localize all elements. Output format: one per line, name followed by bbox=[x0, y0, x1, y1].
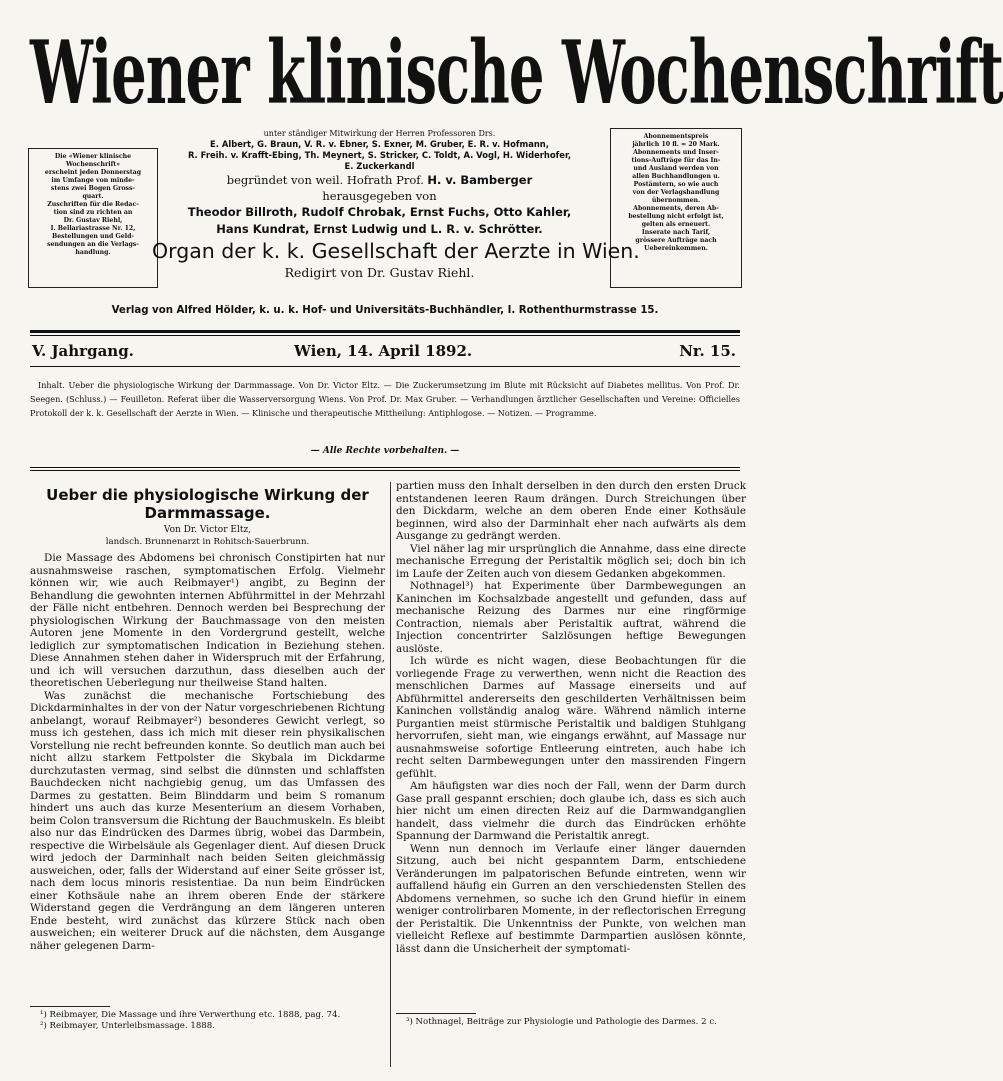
column-divider bbox=[390, 482, 391, 1067]
editors-line: Hans Kundrat, Ernst Ludwig und L. R. v. Schrötter. bbox=[216, 222, 543, 236]
box-line: übernommen. bbox=[651, 197, 701, 204]
article-title: Ueber die physiologische Wirkung der Darmmassage. bbox=[46, 486, 369, 522]
masthead bbox=[30, 22, 1003, 125]
article-affiliation: landsch. Brunnenarzt in Rohitsch-Sauerbrunn. bbox=[105, 537, 310, 547]
footnote-rule bbox=[396, 1013, 476, 1014]
box-line: im Umfange von minde- bbox=[51, 177, 135, 184]
paragraph: Was zunächst die mechanische Fortschiebung des Dickdarminhaltes in der von der Natur vorgeschriebenen Richtung anbelangt, worauf Reibmayer²) besonderes Gewicht verlegt, so muss ich gestehen, dass ich mich mit dieser rein physikalischen Vorstellung nie recht befreunden konnte. So deutlich man auch bei nicht allzu starkem Fettpolster die Skybala im Dickdarme durchzutasten vermag, sind selbst die dünnsten und schlaffsten Bauchdecken nicht nachgiebig genug, um das Umfassen des Darmes zu gestatten. Beim Blinddarm und beim S romanum hindert uns auch das kurze Mesenterium an diesem Vorhaben, beim Colon transversum die Richtung der Bauchmuskeln. Es bleibt also nur das Eindrücken des Darmes übrig, wobei das Darmbein, respective die Wirbelsäule als Gegenlager dient. Auf diesen Druck wird jedoch der Darminhalt nach beiden Seiten gleichmässig ausweichen, oder, falls der Widerstand auf einer Seite grösser ist, nach dem locus minoris resistentiae. Da nun beim Eindrücken einer Kothsäule nahe an ihrem oberen Ende der stärkere Widerstand gegen die Verdrängung an dem längeren unteren Ende besteht, wird zunächst das kürzere Stück nach oben ausweichen; ein weiterer Druck auf die nächsten, dem Ausgange näher gelegenen Darm- bbox=[30, 689, 385, 952]
founded-line bbox=[152, 172, 607, 188]
paragraph: Ich würde es nicht wagen, diese Beobachtungen für die vorliegende Frage zu verwerthen, wenn nicht die Reaction des menschlichen Darmes auf Massage einerseits und auf Abführmittel andererseits den geschilderten Verhältnissen beim Kaninchen vollständig analog wäre. Während nämlich interne Purgantien meist stürmische Peristaltik und baldigen Stuhlgang hervorrufen, sieht man, wie eingangs erwähnt, auf Massage nur ausnahmsweise sofortige Entleerung eintreten, auch habe ich recht selten Darmbewegungen unter den massirenden Fingern gefühlt. bbox=[396, 655, 746, 780]
paragraph: Viel näher lag mir ursprünglich die Annahme, dass eine directe mechanische Erregung der Peristaltik möglich sei; doch bin ich im Laufe der Zeiten auch von diesem Gedanken abgekommen. bbox=[396, 542, 746, 580]
article-author: Von Dr. Victor Eltz, bbox=[163, 525, 252, 535]
subscription-info-box bbox=[28, 148, 158, 288]
collaborator-line: R. Freih. v. Krafft-Ebing, Th. Meynert, S. Stricker, C. Toldt, A. Vogl, H. Widerhofer, bbox=[187, 150, 572, 160]
redigirt-line: Redigirt von Dr. Gustav Riehl. bbox=[284, 265, 475, 280]
box-line: grössere Aufträge nach bbox=[635, 237, 717, 244]
box-line: Dr. Gustav Riehl, bbox=[63, 217, 123, 224]
box-line: gelten als erneuert. bbox=[641, 221, 711, 228]
footnotes-left bbox=[30, 1010, 385, 1032]
box-line: und Ausland werden von bbox=[633, 165, 719, 172]
issue-number: Nr. 15. bbox=[679, 342, 736, 360]
footnote: ³) Nothnagel, Beiträge zur Physiologie und Pathologie des Darmes. 2 c. bbox=[406, 1017, 717, 1027]
paragraph: Wenn nun dennoch im Verlaufe einer länger dauernden Sitzung, auch bei nicht gespanntem Darm, entschiedene Veränderungen im palpatorischen Befunde eintreten, wenn wir auffallend häufig ein Gurren an den verschiedensten Stellen des Abdomens vernehmen, so suche ich den Grund hiefür in einem weniger controlirbaren Momente, in der reflectorischen Erregung der Peristaltik. Die Unkenntniss der Punkte, von welchen man vielleicht Reflexe auf bestimmte Darmpartien auslösen könnte, lässt dann die Unsicherheit der symptomati- bbox=[396, 842, 746, 955]
box-line: I. Bellariastrasse Nr. 12, bbox=[50, 225, 136, 232]
contents-rule bbox=[30, 467, 740, 468]
paragraph: Nothnagel³) hat Experimente über Darmbewegungen an Kaninchen im Kochsalzbade angestellt und gefunden, dass auf mechanische Reizung des Darmes nur eine ringförmige Contraction, niemals aber Peristaltik auftrat, während die Injection concentrirter Salzlösungen heftige Bewegungen auslöste. bbox=[396, 580, 746, 655]
box-line: Inserate nach Tarif, bbox=[641, 229, 711, 236]
box-line: tions-Aufträge für das In- bbox=[631, 157, 721, 164]
footnote-rule bbox=[30, 1006, 110, 1007]
box-line: quart. bbox=[82, 193, 104, 200]
paragraph: Am häufigsten war dies noch der Fall, wenn der Darm durch Gase prall gespannt erschien; doch glaube ich, dass es sich auch hier nicht um einen directen Reiz auf die Darmwandganglien handelt, dass vielmehr die durch das Eindrücken erhöhte Spannung der Darmwand die Peristaltik anregt. bbox=[396, 780, 746, 842]
editors-line: Theodor Billroth, Rudolf Chrobak, Ernst Fuchs, Otto Kahler, bbox=[187, 205, 572, 219]
footnotes-right bbox=[396, 1017, 741, 1028]
box-line: tion sind zu richten an bbox=[53, 209, 133, 216]
footnote: ¹) Reibmayer, Die Massage und ihre Verwerthung etc. 1888, pag. 74. bbox=[40, 1010, 341, 1020]
box-line: allen Buchhandlungen u. bbox=[632, 173, 720, 180]
editors-intro: herausgegeben von bbox=[322, 189, 437, 203]
box-line: Wochenschrift» bbox=[65, 161, 121, 168]
box-line: bestellung nicht erfolgt ist, bbox=[628, 213, 724, 220]
issue-date: Wien, 14. April 1892. bbox=[294, 342, 473, 360]
rights-notice: — Alle Rechte vorbehalten. — bbox=[310, 446, 460, 456]
box-line: handlung. bbox=[75, 249, 111, 256]
box-line: von der Verlagshandlung bbox=[632, 189, 720, 196]
box-line: Uebereinkommen. bbox=[644, 245, 708, 252]
contents-text: Inhalt. Ueber die physiologische Wirkung der Darmmassage. Von Dr. Victor Eltz. — Die Zuckerumsetzung im Blute mit Rücksicht auf Diabetes mellitus. Von Prof. Dr. Seegen. (Schluss.) — Feuilleton. Referat über die Wasserversorgung Wiens. Von Prof. Dr. Max Gruber. — Verhandlungen ärztlicher Gesellschaften und Vereine: Officielles Protokoll der k. k. Gesellschaft der Aerzte in Wien. — Klinische und therapeutische Mittheilung: Antiphlogose. — Notizen. — Programme. bbox=[30, 380, 740, 418]
contents-rule-thin bbox=[30, 470, 740, 471]
issue-rule bbox=[30, 366, 740, 367]
article-column-left bbox=[30, 480, 385, 952]
collaborator-line: E. Zuckerkandl bbox=[344, 161, 415, 171]
box-line: Abonnements und Inser- bbox=[633, 149, 719, 156]
issue-year: V. Jahrgang. bbox=[32, 342, 134, 360]
box-line: erscheint jeden Donnerstag bbox=[44, 169, 142, 176]
header-center bbox=[152, 128, 640, 281]
box-line: Postämtern, so wie auch bbox=[633, 181, 719, 188]
table-of-contents bbox=[30, 378, 740, 420]
header-rule bbox=[30, 330, 740, 333]
box-line: sendungen an die Verlags- bbox=[47, 241, 139, 248]
founded-text: begründet von weil. Hofrath Prof. bbox=[226, 173, 424, 187]
box-line: Abonnements, deren Ab- bbox=[633, 205, 719, 212]
box-line: jährlich 10 fl. = 20 Mark. bbox=[632, 141, 720, 148]
footnote: ²) Reibmayer, Unterleibsmassage. 1888. bbox=[40, 1021, 215, 1031]
paragraph: partien muss den Inhalt derselben in den durch den ersten Druck entstandenen leeren Raum drängen. Durch Streichungen über den Dickdarm, welche an dem oberen Ende einer Kothsäule beginnen, wird also der Darminhalt eher nach aufwärts als dem Ausgange zu gedrängt werden. bbox=[396, 480, 746, 542]
organ-line: Organ der k. k. Gesellschaft der Aerzte in Wien. bbox=[152, 239, 640, 263]
founder-name: H. v. Bamberger bbox=[427, 173, 533, 187]
publisher-line: Verlag von Alfred Hölder, k. u. k. Hof- und Universitäts-Buchhändler, I. Rothenthurmstrasse 15. bbox=[111, 305, 659, 316]
collaboration-intro: unter ständiger Mitwirkung der Herren Professoren Drs. bbox=[263, 129, 496, 138]
price-info-box bbox=[610, 128, 742, 288]
box-line: Abonnementspreis bbox=[643, 133, 709, 140]
collaborator-line: E. Albert, G. Braun, V. R. v. Ebner, S. Exner, M. Gruber, E. R. v. Hofmann, bbox=[210, 139, 549, 149]
issue-row bbox=[30, 342, 740, 362]
box-line: Die «Wiener klinische bbox=[54, 153, 132, 160]
article-column-right bbox=[396, 480, 746, 955]
header-rule-thin bbox=[30, 335, 740, 336]
paragraph: Die Massage des Abdomens bei chronisch Constipirten hat nur ausnahmsweise raschen, symptomatischen Erfolg. Vielmehr können wir, wie auch Reibmayer¹) angibt, zu Beginn der Behandlung die gewohnten internen Abführmittel in der Mehrzahl der Fälle nicht entbehren. Dennoch werden bei Besprechung der physiologischen Wirkung der Bauchmassage von den meisten Autoren jene Momente in den Vordergrund gestellt, welche lediglich zur symptomatischen Indication in Beziehung stehen. Diese Annahmen stehen daher in Widerspruch mit der Erfahrung, und ich will versuchen darzuthun, dass dieselben auch der theoretischen Ueberlegung nur theilweise Stand halten. bbox=[30, 552, 385, 689]
journal-title: Wiener klinische Wochenschrift bbox=[30, 22, 1003, 125]
box-line: Zuschriften für die Redac- bbox=[47, 201, 139, 208]
box-line: Bestellungen und Geld- bbox=[51, 233, 134, 240]
box-line: stens zwei Bogen Gross- bbox=[50, 185, 136, 192]
